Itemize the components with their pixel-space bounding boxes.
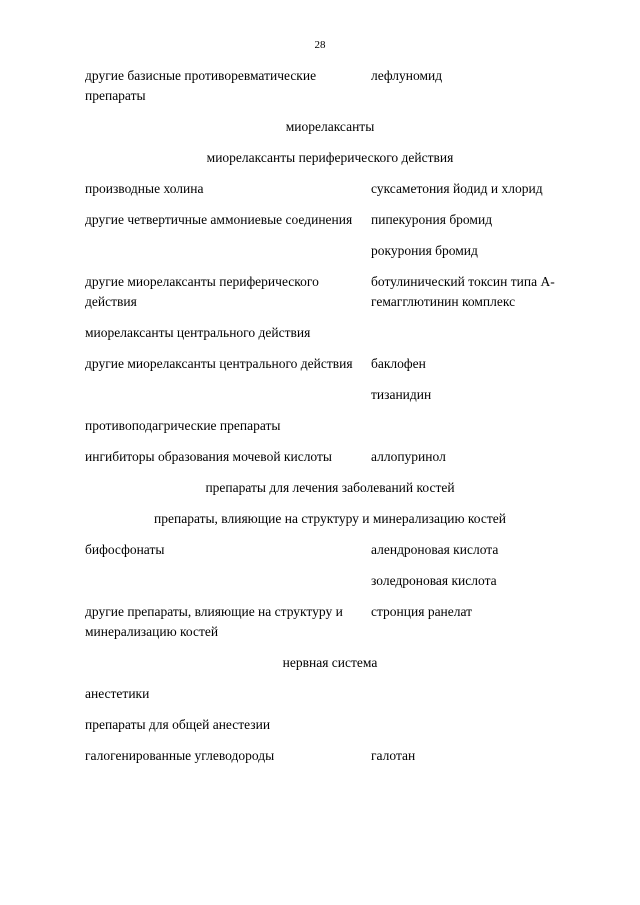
table-row (85, 385, 575, 405)
drug-group-name: другие миорелаксанты центрального действия (85, 356, 353, 371)
row-spacer (85, 168, 575, 179)
row-spacer (85, 642, 575, 653)
drug-name (371, 323, 575, 343)
section-heading: нервная система (282, 655, 378, 670)
section-heading: миорелаксанты периферического действия (206, 150, 454, 165)
drug-name: тизанидин (371, 387, 432, 402)
row-spacer (85, 704, 575, 715)
table-row (85, 323, 575, 343)
table-row (85, 715, 575, 735)
row-spacer (85, 106, 575, 117)
drug-group-name: другие миорелаксанты периферического действия (85, 274, 319, 309)
drug-name (371, 416, 575, 436)
drug-group-name: другие четвертичные аммониевые соединения (85, 212, 353, 227)
table-row (85, 602, 575, 642)
table-row (85, 210, 575, 230)
drug-classification-table (85, 66, 575, 766)
row-spacer (85, 560, 575, 571)
drug-name: стронция ранелат (371, 604, 473, 619)
drug-group-name: препараты для общей анестезии (85, 717, 271, 732)
section-heading: миорелаксанты (285, 119, 375, 134)
drug-name (371, 684, 575, 704)
drug-group-name: другие препараты, влияющие на структуру и минерализацию костей (85, 604, 343, 639)
table-row (85, 571, 575, 591)
table-row (85, 66, 575, 106)
drug-group-name: производные холина (85, 181, 204, 196)
drug-group-name: ингибиторы образования мочевой кислоты (85, 449, 332, 464)
row-spacer (85, 230, 575, 241)
drug-name (371, 715, 575, 735)
drug-name: аллопуринол (371, 449, 446, 464)
table-row (85, 241, 575, 261)
drug-name: баклофен (371, 356, 426, 371)
row-spacer (85, 261, 575, 272)
drug-group-name: бифосфонаты (85, 542, 165, 557)
drug-name: галотан (371, 748, 416, 763)
row-spacer (85, 137, 575, 148)
drug-name: золедроновая кислота (371, 573, 497, 588)
row-spacer (85, 436, 575, 447)
table-row (85, 272, 575, 312)
drug-group-name: галогенированные углеводороды (85, 748, 275, 763)
drug-name: суксаметония йодид и хлорид (371, 181, 543, 196)
row-spacer (85, 343, 575, 354)
drug-name: ботулинический токсин типа А-гемагглютинин комплекс (371, 274, 555, 309)
drug-group-name: миорелаксанты центрального действия (85, 325, 311, 340)
table-row (85, 416, 575, 436)
drug-group-name (85, 571, 371, 591)
row-spacer (85, 312, 575, 323)
drug-name: алендроновая кислота (371, 542, 499, 557)
drug-group-name (85, 385, 371, 405)
table-row (85, 684, 575, 704)
table-row (85, 447, 575, 467)
table-row (85, 746, 575, 766)
section-heading: препараты для лечения заболеваний костей (205, 480, 455, 495)
section-heading: препараты, влияющие на структуру и минерализацию костей (154, 511, 506, 526)
table-row (85, 540, 575, 560)
drug-group-name: противоподагрические препараты (85, 418, 281, 433)
row-spacer (85, 673, 575, 684)
row-spacer (85, 591, 575, 602)
drug-group-name: анестетики (85, 686, 150, 701)
drug-group-name: другие базисные противоревматические препараты (85, 68, 317, 103)
row-spacer (85, 529, 575, 540)
row-spacer (85, 735, 575, 746)
row-spacer (85, 405, 575, 416)
table-row (85, 179, 575, 199)
row-spacer (85, 498, 575, 509)
row-spacer (85, 374, 575, 385)
drug-name: лефлуномид (371, 68, 443, 83)
row-spacer (85, 199, 575, 210)
drug-name: пипекурония бромид (371, 212, 493, 227)
row-spacer (85, 467, 575, 478)
drug-group-name (85, 241, 371, 261)
table-row (85, 354, 575, 374)
page-number: 28 (314, 39, 326, 51)
drug-name: рокурония бромид (371, 243, 478, 258)
